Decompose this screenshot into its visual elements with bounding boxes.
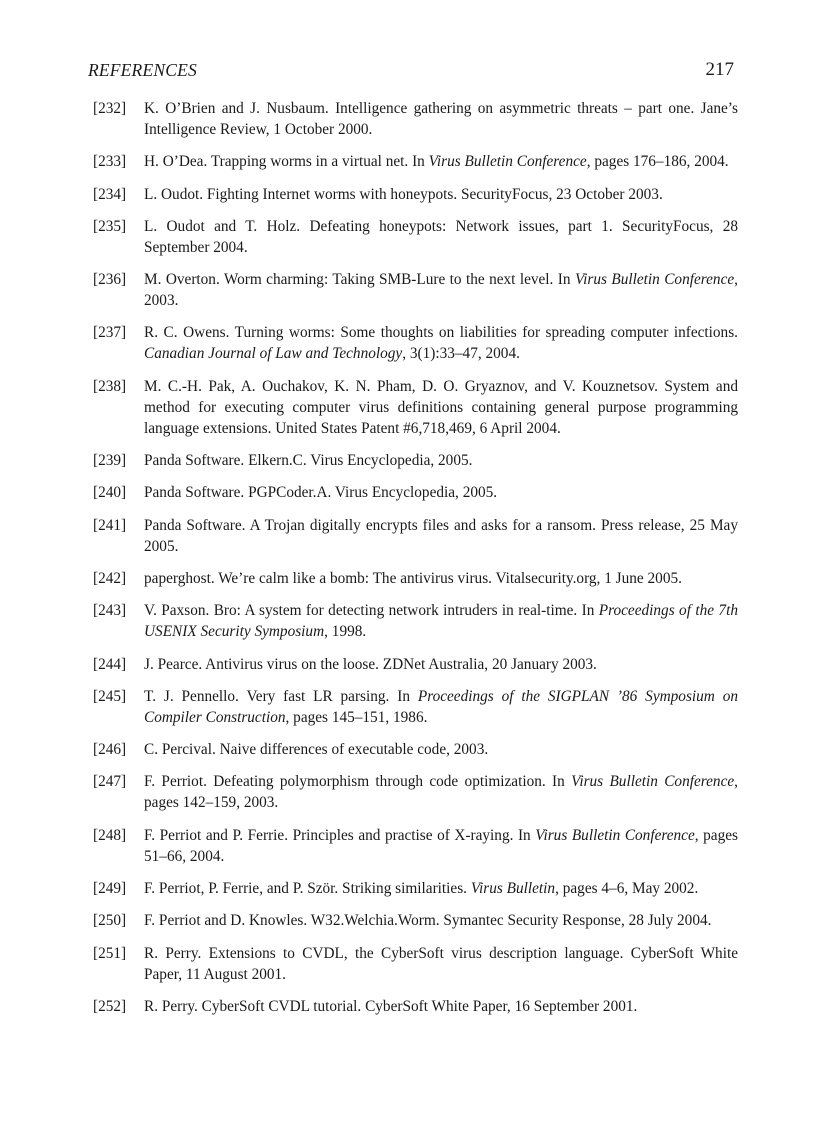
running-head xyxy=(88,60,736,86)
reference-text xyxy=(144,186,663,203)
reference-label: [245] xyxy=(93,687,127,705)
reference-entry xyxy=(93,482,738,503)
reference-segment: , pages 142–159, 2003. xyxy=(144,773,738,812)
reference-entry xyxy=(93,151,738,172)
reference-label: [250] xyxy=(93,912,127,930)
reference-segment: K. O’Brien and J. Nusbaum. Intelligence gathering on asymmetric threats – part one. Jane’s Intelligence Review, 1 October 2000. xyxy=(144,100,738,138)
reference-label: [241] xyxy=(93,516,127,534)
reference-segment: , pages 51–66, 2004. xyxy=(144,826,738,865)
reference-entry xyxy=(93,654,738,675)
reference-entry xyxy=(93,376,738,439)
reference-segment: F. Perriot, P. Ferrie, and P. Ször. Striking similarities. xyxy=(144,880,471,898)
reference-text xyxy=(144,656,597,673)
reference-entry xyxy=(93,322,738,364)
reference-label: [237] xyxy=(93,324,127,342)
reference-text xyxy=(144,998,637,1015)
reference-entry xyxy=(93,739,738,760)
reference-venue: Virus Bulletin Conference xyxy=(535,826,695,844)
reference-venue: Virus Bulletin xyxy=(470,880,556,898)
reference-text xyxy=(144,741,488,758)
reference-text xyxy=(144,880,698,897)
reference-segment: F. Perriot and P. Ferrie. Principles and practise of X-raying. In xyxy=(144,826,536,844)
reference-label: [235] xyxy=(93,217,127,235)
reference-segment: J. Pearce. Antivirus virus on the loose. ZDNet Australia, 20 January 2003. xyxy=(144,655,597,673)
reference-segment: R. Perry. Extensions to CVDL, the CyberSoft virus description language. CyberSoft White Paper, 11 August 2001. xyxy=(144,944,738,983)
reference-label: [239] xyxy=(93,452,127,470)
reference-label: [244] xyxy=(93,655,127,673)
reference-segment: Panda Software. A Trojan digitally encrypts files and asks for a ransom. Press release, 25 May 2005. xyxy=(144,516,738,555)
reference-segment: Panda Software. PGPCoder.A. Virus Encyclopedia, 2005. xyxy=(144,484,498,502)
reference-segment: paperghost. We’re calm like a bomb: The antivirus virus. Vitalsecurity.org, 1 June 2005. xyxy=(144,569,682,587)
reference-entry xyxy=(93,996,738,1017)
page-number: 217 xyxy=(705,59,734,80)
reference-label: [252] xyxy=(93,997,127,1015)
reference-label: [238] xyxy=(93,377,127,395)
reference-entry xyxy=(93,943,738,985)
reference-text xyxy=(144,452,472,469)
reference-label: [240] xyxy=(93,484,127,502)
reference-segment: , 3(1):33–47, 2004. xyxy=(402,345,520,363)
reference-segment: Panda Software. Elkern.C. Virus Encyclopedia, 2005. xyxy=(144,452,473,470)
reference-entry xyxy=(93,825,738,867)
reference-entry xyxy=(93,568,738,589)
reference-text xyxy=(144,773,738,811)
reference-segment: L. Oudot and T. Holz. Defeating honeypots: Network issues, part 1. SecurityFocus, 28 September 2004. xyxy=(144,217,738,256)
reference-entry xyxy=(93,686,738,728)
reference-text xyxy=(144,945,738,983)
reference-text xyxy=(144,378,738,437)
reference-entry xyxy=(93,878,738,899)
reference-segment: T. J. Pennello. Very fast LR parsing. In xyxy=(144,687,418,705)
reference-entry xyxy=(93,269,738,311)
reference-segment: R. C. Owens. Turning worms: Some thoughts on liabilities for spreading computer infections. xyxy=(144,324,738,342)
reference-label: [234] xyxy=(93,185,127,203)
reference-text xyxy=(144,602,738,640)
reference-segment: M. Overton. Worm charming: Taking SMB-Lure to the next level. In xyxy=(144,271,575,289)
reference-venue: Virus Bulletin Conference xyxy=(574,271,735,289)
reference-label: [247] xyxy=(93,773,127,791)
reference-label: [251] xyxy=(93,944,127,962)
reference-entry xyxy=(93,216,738,258)
reference-segment: , pages 4–6, May 2002. xyxy=(555,880,699,898)
reference-entry xyxy=(93,910,738,931)
reference-entry xyxy=(93,184,738,205)
reference-segment: , pages 145–151, 1986. xyxy=(285,708,428,726)
reference-segment: R. Perry. CyberSoft CVDL tutorial. CyberSoft White Paper, 16 September 2001. xyxy=(144,997,638,1015)
reference-text xyxy=(144,570,682,587)
reference-venue: Canadian Journal of Law and Technology xyxy=(144,345,403,363)
reference-text xyxy=(144,827,738,865)
reference-venue: Virus Bulletin Conference xyxy=(428,153,587,171)
reference-label: [248] xyxy=(93,826,127,844)
reference-text xyxy=(144,153,729,170)
reference-label: [243] xyxy=(93,602,127,620)
reference-text xyxy=(144,688,738,726)
reference-entry xyxy=(93,515,738,557)
reference-venue: Virus Bulletin Conference xyxy=(571,773,735,791)
reference-venue: Proceedings of the 7th USENIX Security Symposium xyxy=(144,602,738,641)
reference-segment: F. Perriot. Defeating polymorphism through code optimization. In xyxy=(144,773,572,791)
reference-label: [236] xyxy=(93,271,127,289)
reference-entry xyxy=(93,600,738,642)
reference-entry xyxy=(93,98,738,140)
reference-text xyxy=(144,100,738,138)
reference-text xyxy=(144,517,738,555)
reference-text xyxy=(144,324,738,362)
reference-list xyxy=(93,98,738,1028)
reference-text xyxy=(144,271,738,309)
reference-segment: L. Oudot. Fighting Internet worms with honeypots. SecurityFocus, 23 October 2003. xyxy=(144,185,663,203)
reference-entry xyxy=(93,450,738,471)
reference-segment: F. Perriot and D. Knowles. W32.Welchia.Worm. Symantec Security Response, 28 July 2004. xyxy=(144,912,712,930)
reference-label: [233] xyxy=(93,153,127,171)
reference-segment: , 1998. xyxy=(324,623,367,641)
reference-segment: M. C.-H. Pak, A. Ouchakov, K. N. Pham, D. O. Gryaznov, and V. Kouznetsov. System and method for executing computer virus definitions containing general purpose programming language extensions. United States Patent #6,718,469, 6 April 2004. xyxy=(144,377,738,437)
reference-text xyxy=(144,218,738,256)
reference-label: [232] xyxy=(93,100,127,117)
reference-segment: C. Percival. Naive differences of executable code, 2003. xyxy=(144,741,489,759)
reference-label: [249] xyxy=(93,880,127,898)
reference-label: [246] xyxy=(93,741,127,759)
reference-segment: , pages 176–186, 2004. xyxy=(586,153,729,171)
reference-venue: Proceedings of the SIGPLAN ’86 Symposium on Compiler Construction xyxy=(144,687,738,726)
reference-segment: V. Paxson. Bro: A system for detecting network intruders in real-time. In xyxy=(144,602,599,620)
reference-segment: H. O’Dea. Trapping worms in a virtual net. In xyxy=(144,153,429,171)
reference-entry xyxy=(93,771,738,813)
reference-segment: , 2003. xyxy=(144,271,738,310)
reference-text xyxy=(144,484,497,501)
section-title: REFERENCES xyxy=(88,60,197,80)
reference-text xyxy=(144,912,711,929)
reference-label: [242] xyxy=(93,569,127,587)
